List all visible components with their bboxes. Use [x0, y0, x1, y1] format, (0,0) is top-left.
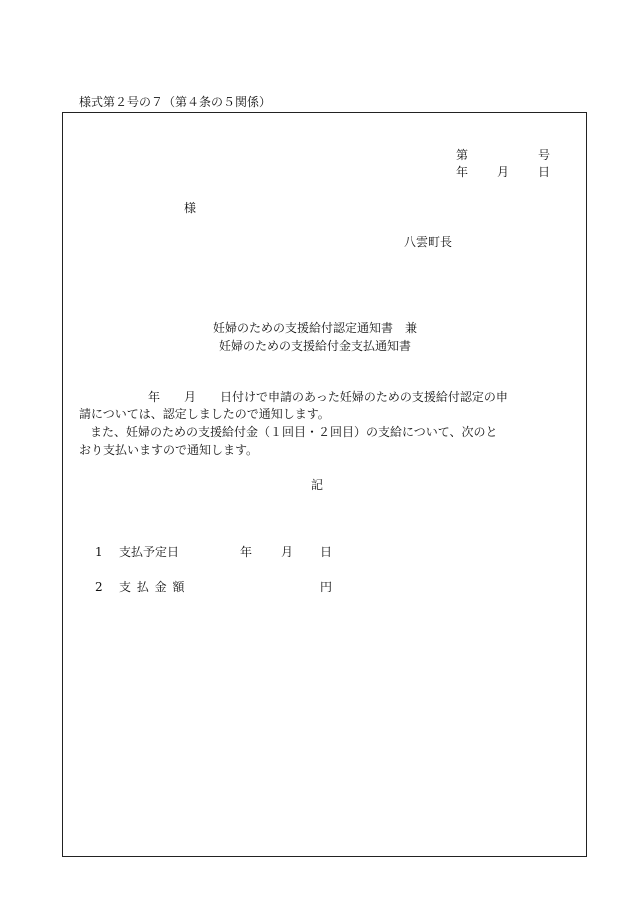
- form-label: 様式第２号の７（第４条の５関係）: [79, 95, 272, 109]
- number-prefix: 第: [456, 148, 469, 162]
- number-suffix: 号: [538, 148, 551, 162]
- item-1-year-label: 年: [240, 545, 253, 559]
- ki-heading: 記: [311, 478, 324, 492]
- recipient-suffix: 様: [184, 201, 197, 215]
- item-1-label: 支払予定日: [119, 545, 180, 559]
- issuer-name: 八雲町長: [404, 235, 453, 249]
- item-1-day-label: 日: [320, 545, 333, 559]
- date-year-label: 年: [456, 165, 469, 179]
- item-2-number: 2: [95, 580, 103, 594]
- body-line-4: おり支払いますので通知します。: [79, 443, 259, 457]
- body-line-1: 年 月 日付けで申請のあった妊婦のための支援給付認定の申: [148, 390, 508, 404]
- document-title-line1: 妊婦のための支援給付認定通知書 兼: [212, 321, 417, 335]
- item-2-label: 支 払 金 額: [119, 580, 185, 594]
- item-1-month-label: 月: [281, 545, 294, 559]
- document-title-line2: 妊婦のための支援給付金支払通知書: [218, 339, 411, 353]
- item-2-unit: 円: [320, 580, 333, 594]
- item-1-number: 1: [95, 545, 103, 559]
- body-line-3: また、妊婦のための支援給付金（１回目・２回目）の支給について、次のと: [90, 425, 498, 439]
- date-month-label: 月: [497, 165, 510, 179]
- document-frame: [62, 112, 587, 857]
- date-day-label: 日: [538, 165, 551, 179]
- body-line-2: 請については、認定しましたので通知します。: [79, 407, 330, 421]
